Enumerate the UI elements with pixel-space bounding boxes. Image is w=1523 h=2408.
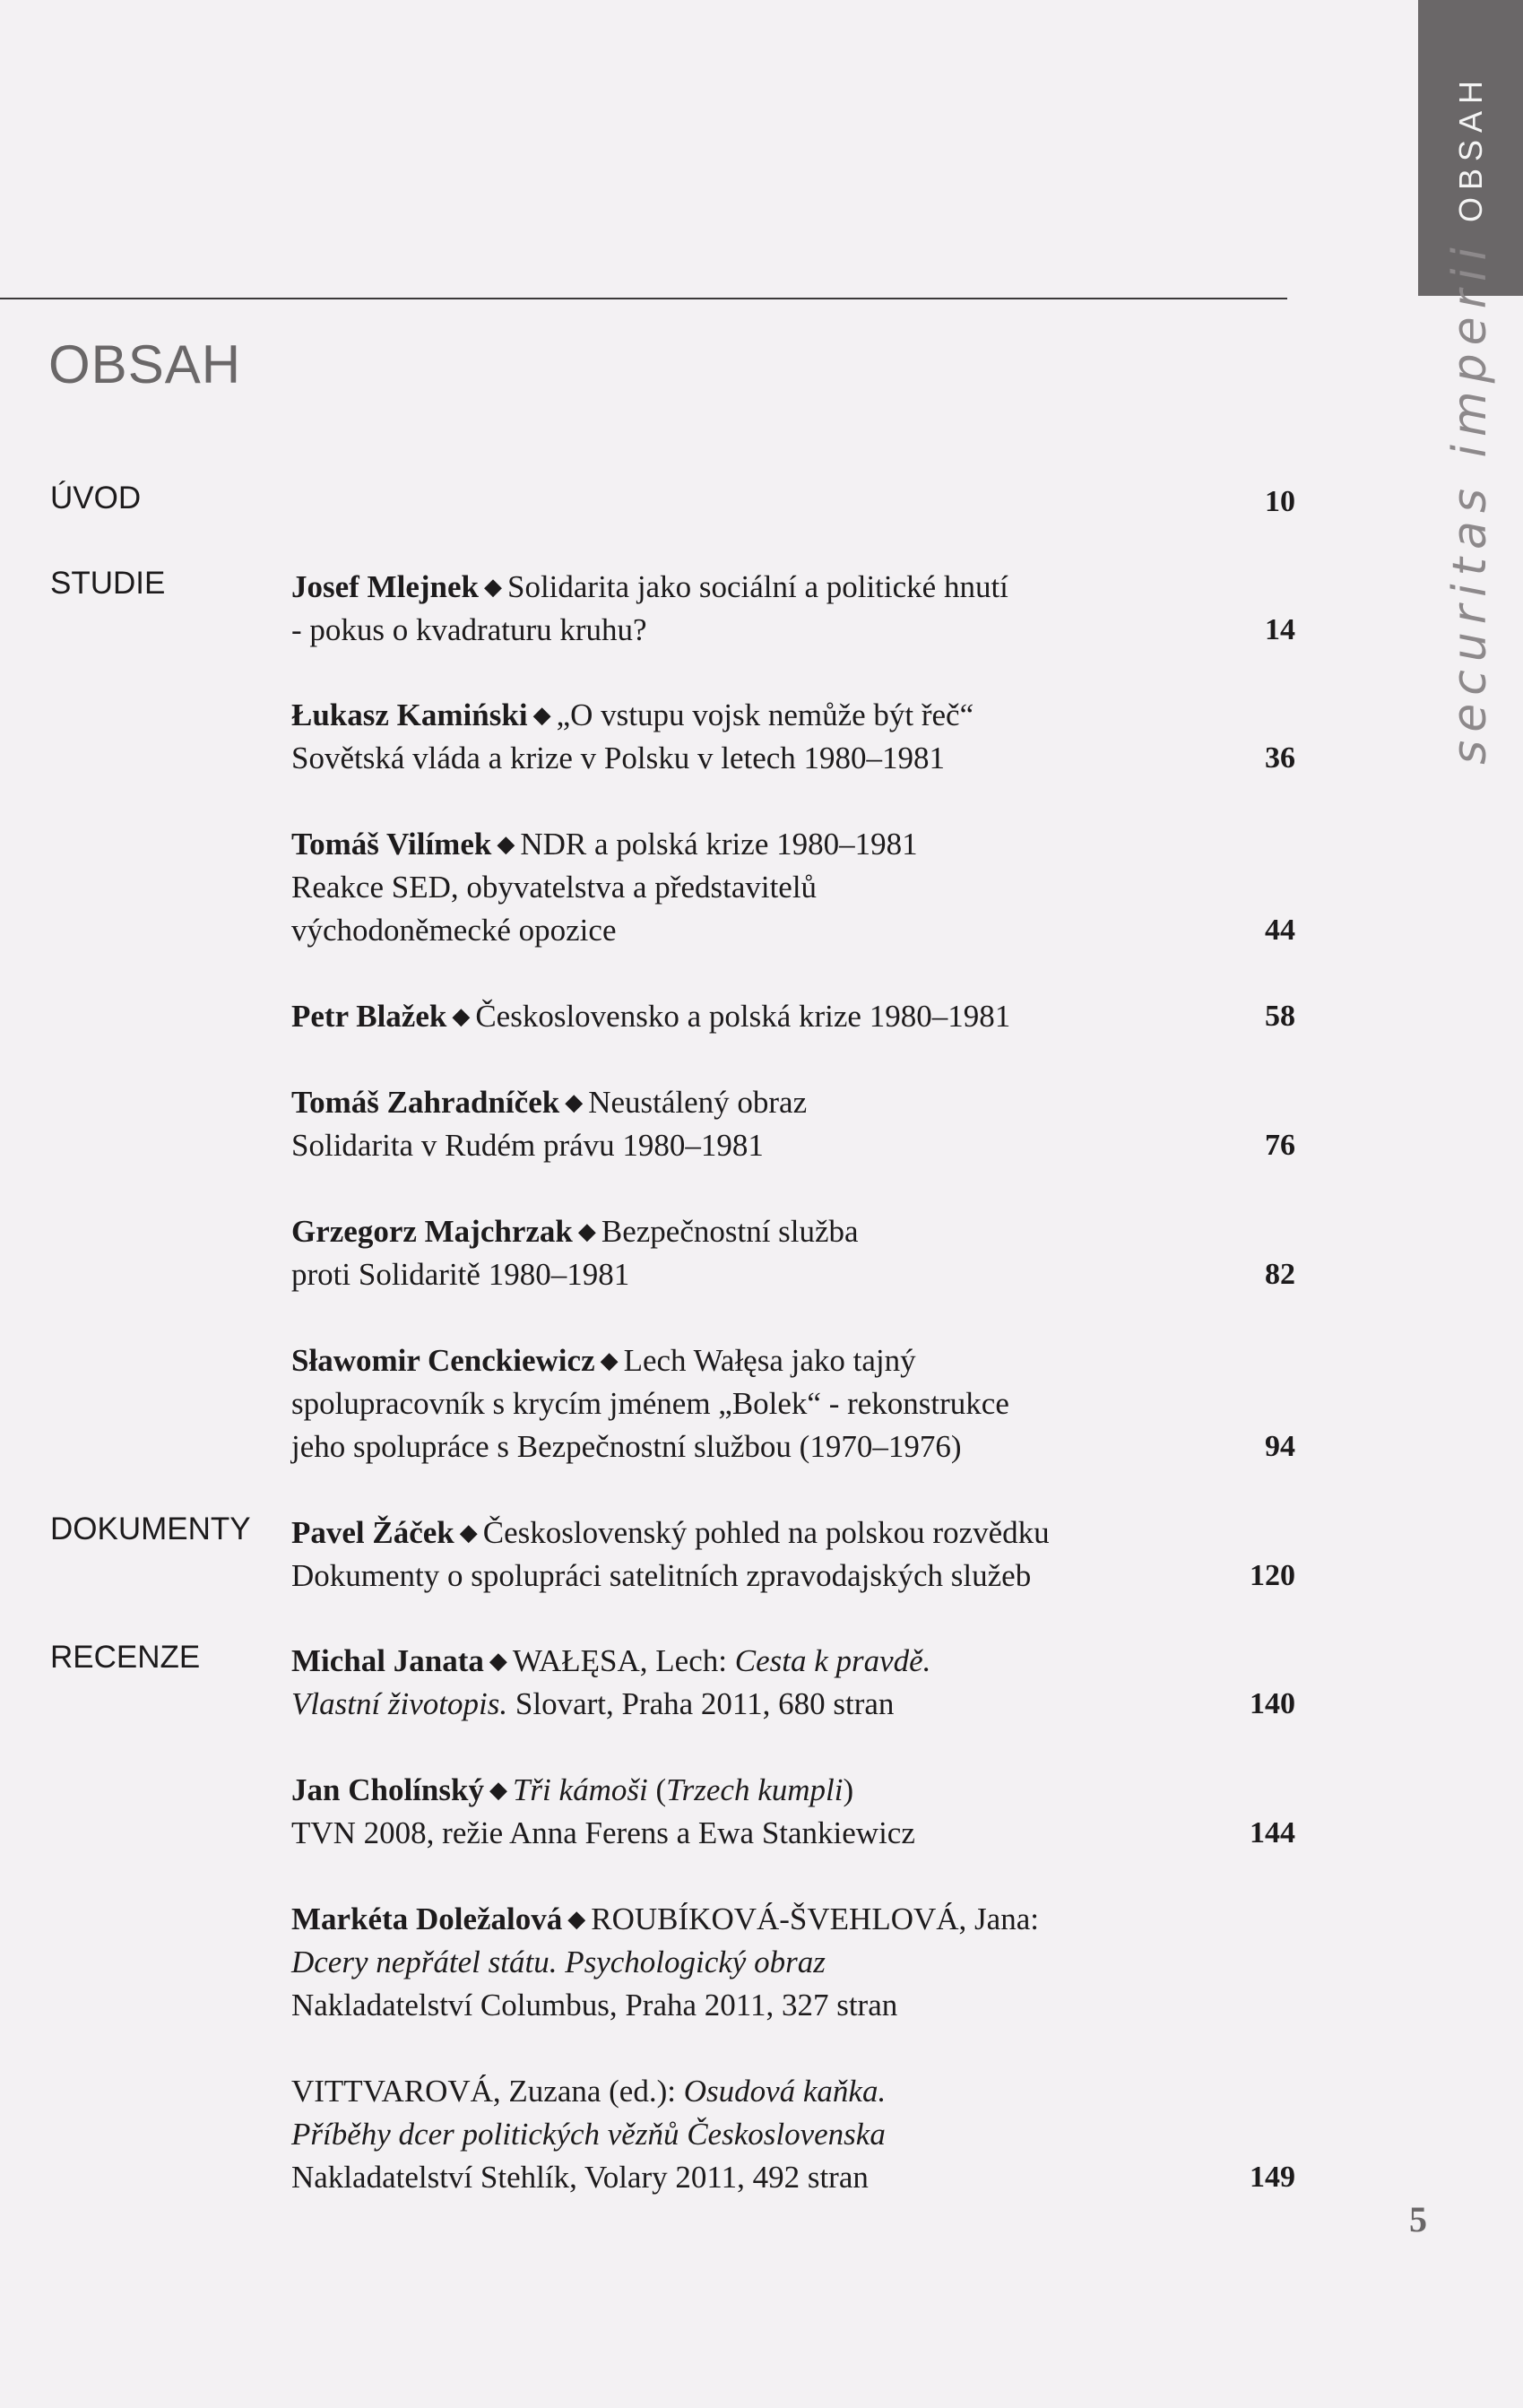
page-number: 149 <box>1250 2161 1295 2194</box>
page-number: 10 <box>1265 485 1295 518</box>
entry-title: Československo a polská krize 1980–1981 <box>475 999 1011 1034</box>
entry-title-italic: Tři kámoši <box>512 1772 648 1807</box>
entry-title: ROUBÍKOVÁ-ŠVEHLOVÁ, Jana: <box>591 1901 1039 1936</box>
entry-title-italic: Příběhy dcer politických vězňů Československa <box>291 2117 886 2152</box>
diamond-icon: ◆ <box>567 1906 586 1932</box>
entry-title-italic: Dcery nepřátel státu. Psychologický obraz <box>291 1945 826 1979</box>
page-number: 120 <box>1250 1559 1295 1592</box>
entry-title-italic: Cesta k pravdě. <box>734 1643 931 1678</box>
entry-title-cont: Reakce SED, obyvatelstva a představitelů <box>291 870 818 905</box>
entry-title-italic: Vlastní životopis. <box>291 1686 508 1721</box>
diamond-icon: ◆ <box>452 1003 471 1029</box>
entry-title: Bezpečnostní služba <box>601 1214 859 1249</box>
toc-entry <box>291 823 1295 952</box>
entry-author: Tomáš Vilímek <box>291 827 492 862</box>
diamond-icon: ◆ <box>565 1089 584 1115</box>
toc-entry <box>291 1898 1295 2027</box>
section-label-studie: STUDIE <box>50 566 166 601</box>
page-number: 94 <box>1265 1430 1295 1463</box>
entry-title-cont: TVN 2008, režie Anna Ferens a Ewa Stankiewicz <box>291 1815 915 1850</box>
entry-title: VITTVAROVÁ, Zuzana (ed.): <box>291 2074 684 2109</box>
entry-title-italic: Trzech kumpli <box>666 1772 844 1807</box>
journal-name-vertical <box>1430 239 1510 765</box>
entry-title-cont: Solidarita v Rudém právu 1980–1981 <box>291 1128 764 1163</box>
toc-entry-uvod <box>291 481 1295 524</box>
entry-author: Michal Janata <box>291 1643 484 1678</box>
section-label-dokumenty: DOKUMENTY <box>50 1511 251 1546</box>
diamond-icon: ◆ <box>497 831 515 857</box>
entry-title-cont: - pokus o kvadraturu kruhu? <box>291 612 647 647</box>
entry-title-cont: Nakladatelství Columbus, Praha 2011, 327 stran <box>291 1988 898 2023</box>
entry-author: Tomáš Zahradníček <box>291 1085 560 1120</box>
diamond-icon: ◆ <box>577 1218 596 1244</box>
toc-entry <box>291 566 1295 652</box>
entry-author: Pavel Žáček <box>291 1515 454 1550</box>
diamond-icon: ◆ <box>600 1347 619 1373</box>
page-title: OBSAH <box>48 334 242 394</box>
entry-title-cont: východoněmecké opozice <box>291 913 617 948</box>
entry-author: Grzegorz Majchrzak <box>291 1214 573 1249</box>
entry-title: Neustálený obraz <box>588 1085 808 1120</box>
entry-author: Josef Mlejnek <box>291 569 479 604</box>
entry-author: Sławomir Cenckiewicz <box>291 1343 595 1378</box>
entry-title: ( <box>647 1772 667 1807</box>
entry-title-cont: jeho spolupráce s Bezpečnostní službou (1970–1976) <box>291 1429 962 1464</box>
toc-entry <box>291 1769 1295 1855</box>
entry-title-cont: Nakladatelství Stehlík, Volary 2011, 492 stran <box>291 2160 869 2195</box>
page-number: 36 <box>1265 741 1295 775</box>
entry-author: Łukasz Kamiński <box>291 697 528 732</box>
header-rule <box>0 298 1287 299</box>
section-label-uvod: ÚVOD <box>50 481 142 515</box>
entry-author: Jan Cholínský <box>291 1772 484 1807</box>
diamond-icon: ◆ <box>489 1777 507 1803</box>
diamond-icon: ◆ <box>532 702 551 728</box>
toc-entry <box>291 2070 1295 2199</box>
entry-title-cont: Dokumenty o spolupráci satelitních zpravodajských služeb <box>291 1558 1032 1593</box>
entry-title: NDR a polská krize 1980–1981 <box>520 827 918 862</box>
page-number: 58 <box>1265 1000 1295 1033</box>
entry-title: ) <box>843 1772 854 1807</box>
entry-author: Markéta Doležalová <box>291 1901 563 1936</box>
entry-title-cont: Slovart, Praha 2011, 680 stran <box>507 1686 895 1721</box>
section-label-recenze: RECENZE <box>50 1640 201 1675</box>
page-number: 140 <box>1250 1687 1295 1720</box>
toc-entry <box>291 1081 1295 1167</box>
entry-title-cont: Sovětská vláda a krize v Polsku v letech 1980–1981 <box>291 741 946 775</box>
entry-title-italic: Osudová kaňka. <box>683 2074 887 2109</box>
journal-name-text: securitas imperii <box>1443 239 1497 765</box>
page-number: 144 <box>1250 1816 1295 1849</box>
entry-title: Lech Wałęsa jako tajný <box>623 1343 916 1378</box>
toc-entry <box>291 1640 1295 1726</box>
entry-title: Solidarita jako sociální a politické hnutí <box>506 569 1008 604</box>
toc-entry <box>291 1511 1295 1598</box>
entry-title-cont: spolupracovník s krycím jménem „Bolek“ - rekonstrukce <box>291 1386 1009 1421</box>
toc-entry <box>291 1210 1295 1296</box>
page-number: 14 <box>1265 613 1295 646</box>
toc-entry <box>291 995 1295 1038</box>
entry-author: Petr Blažek <box>291 999 447 1034</box>
page-number: 44 <box>1265 914 1295 947</box>
toc-entry <box>291 694 1295 780</box>
entry-title-cont: proti Solidaritě 1980–1981 <box>291 1257 630 1292</box>
entry-title: Československý pohled na polskou rozvědku <box>482 1515 1050 1550</box>
folio-page-number: 5 <box>1409 2199 1427 2239</box>
toc-entry <box>291 1339 1295 1468</box>
entry-title: „O vstupu vojsk nemůže být řeč“ <box>556 697 974 732</box>
diamond-icon: ◆ <box>459 1520 478 1546</box>
page-number: 82 <box>1265 1258 1295 1291</box>
diamond-icon: ◆ <box>483 574 502 600</box>
diamond-icon: ◆ <box>489 1648 507 1674</box>
side-tab-label: OBSAH <box>1451 73 1489 223</box>
page-number: 76 <box>1265 1129 1295 1162</box>
entry-title: WAŁĘSA, Lech: <box>512 1643 735 1678</box>
